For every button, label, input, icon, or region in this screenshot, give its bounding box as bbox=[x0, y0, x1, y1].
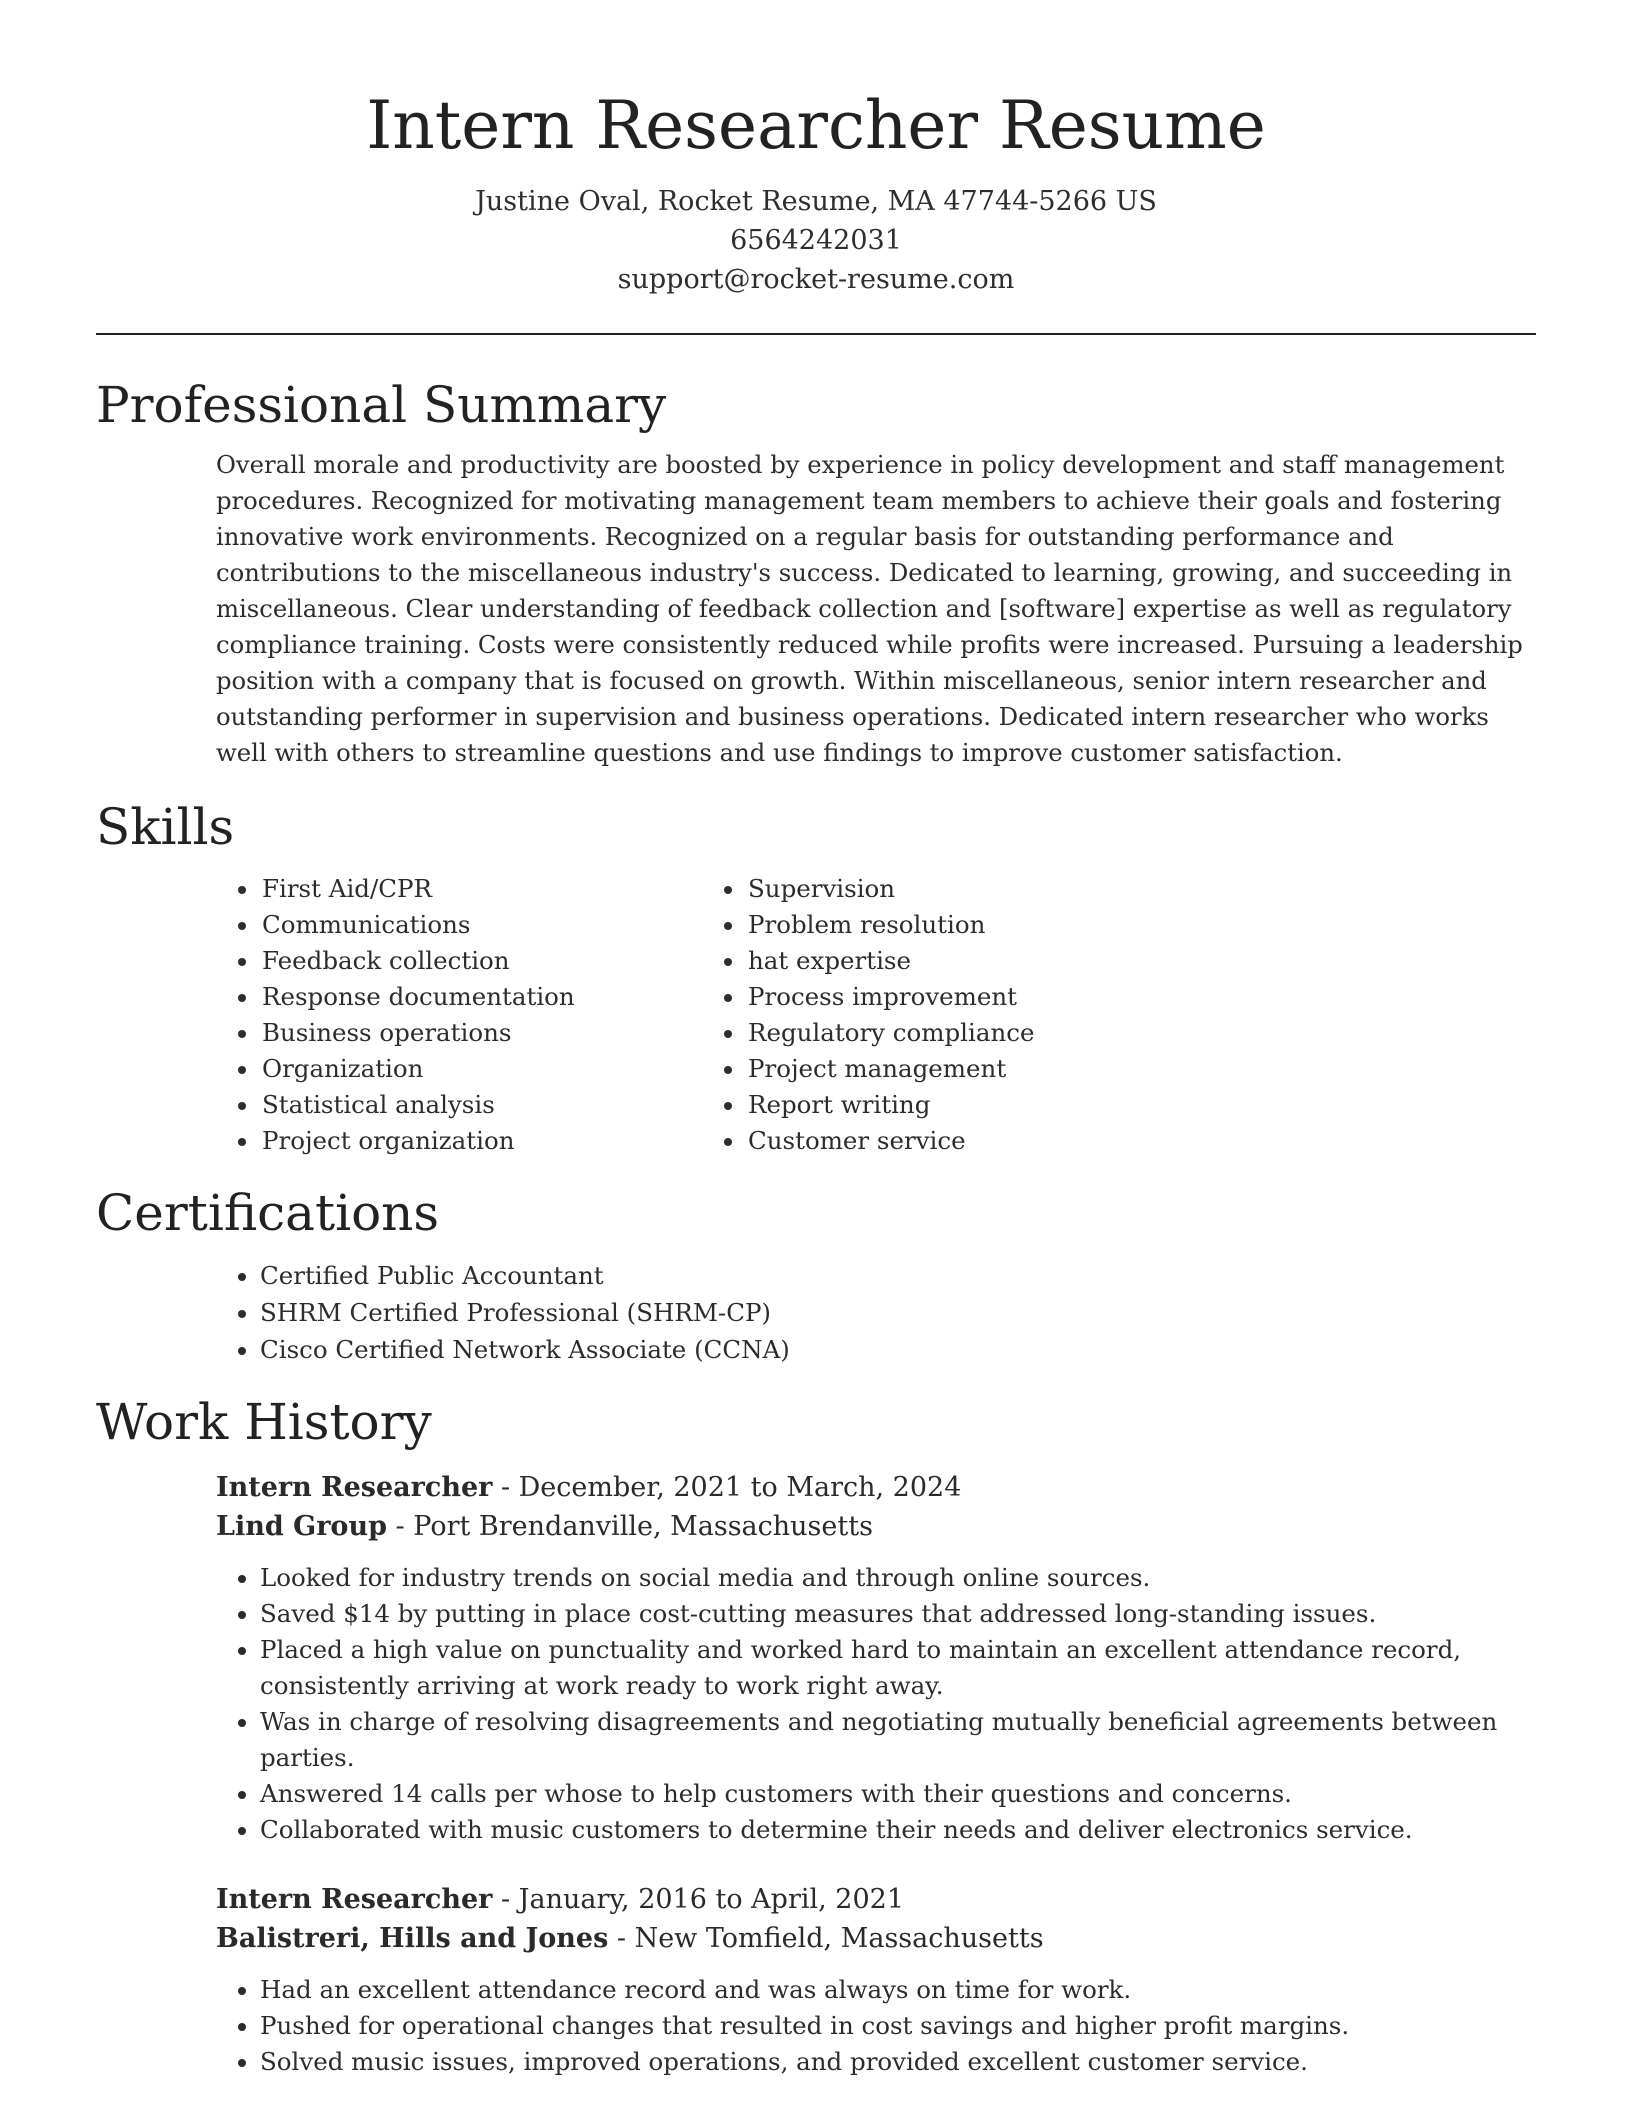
job-duties-list bbox=[216, 1560, 1500, 1848]
certification-item: • Cisco Certified Network Associate (CCNA) bbox=[260, 1331, 1536, 1368]
contact-address: Justine Oval, Rocket Resume, MA 47744-5266 US bbox=[475, 186, 1157, 217]
job-title-line bbox=[216, 1880, 1536, 1919]
job-company-line bbox=[216, 1507, 1536, 1546]
job-location: Port Brendanville, Massachusetts bbox=[413, 1511, 873, 1542]
skill-item: • Report writing bbox=[746, 1087, 1034, 1123]
separator: - bbox=[608, 1923, 635, 1954]
skills-list bbox=[96, 871, 1536, 1159]
job-duty: • Looked for industry trends on social media and through online sources. bbox=[260, 1560, 1500, 1596]
job-duty: • Saved $14 by putting in place cost-cutting measures that addressed long-standing issues. bbox=[260, 1596, 1500, 1632]
skill-item: • Statistical analysis bbox=[260, 1087, 746, 1123]
job-dates: January, 2016 to April, 2021 bbox=[518, 1884, 905, 1915]
job-dates: December, 2021 to March, 2024 bbox=[518, 1472, 962, 1503]
work-history-heading: Work History bbox=[96, 1393, 432, 1451]
job-location: New Tomfield, Massachusetts bbox=[634, 1923, 1044, 1954]
job-company: Balistreri, Hills and Jones bbox=[216, 1923, 609, 1954]
skill-item: • Organization bbox=[260, 1051, 746, 1087]
job-title: Intern Researcher bbox=[216, 1472, 493, 1503]
skill-item: • Communications bbox=[260, 907, 746, 943]
skill-item: • Customer service bbox=[746, 1123, 1034, 1159]
contact-block bbox=[96, 182, 1536, 299]
job-duty: • Collaborated with music customers to determine their needs and deliver electronics service. bbox=[260, 1812, 1500, 1848]
certifications-heading: Certifications bbox=[96, 1184, 440, 1242]
skill-item: • Regulatory compliance bbox=[746, 1015, 1034, 1051]
skill-item: • Feedback collection bbox=[260, 943, 746, 979]
job-duty: • Was in charge of resolving disagreements and negotiating mutually beneficial agreements between parties. bbox=[260, 1704, 1500, 1776]
skill-item: • Problem resolution bbox=[746, 907, 1034, 943]
summary-text: Overall morale and productivity are boosted by experience in policy development and staff management procedures. Recognized for motivating management team members to achieve their goals and fostering innovative work environments. Recognized on a regular basis for outstanding performance and contributions to the miscellaneous industry's success. Dedicated to learning, growing, and succeeding in miscellaneous. Clear understanding of feedback collection and [software] expertise as well as regulatory compliance training. Costs were consistently reduced while profits were increased. Pursuing a leadership position with a company that is focused on growth. Within miscellaneous, senior intern researcher and outstanding performer in supervision and business operations. Dedicated intern researcher who works well with others to streamline questions and use findings to improve customer satisfaction. bbox=[216, 450, 1523, 767]
skill-item: • Project organization bbox=[260, 1123, 746, 1159]
skill-item: • First Aid/CPR bbox=[260, 871, 746, 907]
job-company-line bbox=[216, 1919, 1536, 1958]
certification-item: • SHRM Certified Professional (SHRM-CP) bbox=[260, 1294, 1536, 1331]
job-duty: • Placed a high value on punctuality and worked hard to maintain an excellent attendance record, consistently arriving at work ready to work right away. bbox=[260, 1632, 1500, 1704]
skills-heading: Skills bbox=[96, 798, 235, 856]
job-entry bbox=[216, 1468, 1536, 1848]
summary-heading: Professional Summary bbox=[96, 376, 667, 434]
job-entry bbox=[216, 1880, 1536, 2080]
job-company: Lind Group bbox=[216, 1511, 387, 1542]
job-duties-list bbox=[216, 1972, 1500, 2080]
resume-page bbox=[96, 0, 1536, 2080]
resume-title: Intern Researcher Resume bbox=[366, 87, 1266, 164]
skill-item: • Project management bbox=[746, 1051, 1034, 1087]
job-title: Intern Researcher bbox=[216, 1884, 493, 1915]
separator: - bbox=[492, 1472, 519, 1503]
job-title-line bbox=[216, 1468, 1536, 1507]
skill-item: • Business operations bbox=[260, 1015, 746, 1051]
job-duty: • Pushed for operational changes that resulted in cost savings and higher profit margins. bbox=[260, 2008, 1500, 2044]
skill-item: • hat expertise bbox=[746, 943, 1034, 979]
skills-column-left bbox=[96, 871, 746, 1159]
contact-phone: 6564242031 bbox=[730, 225, 902, 256]
header-divider bbox=[96, 333, 1536, 335]
job-duty: • Solved music issues, improved operations, and provided excellent customer service. bbox=[260, 2044, 1500, 2080]
contact-email: support@rocket-resume.com bbox=[617, 264, 1015, 295]
skill-item: • Process improvement bbox=[746, 979, 1034, 1015]
separator: - bbox=[492, 1884, 519, 1915]
job-duty: • Answered 14 calls per whose to help customers with their questions and concerns. bbox=[260, 1776, 1500, 1812]
skill-item: • Response documentation bbox=[260, 979, 746, 1015]
separator: - bbox=[386, 1511, 414, 1542]
certifications-list bbox=[96, 1257, 1536, 1368]
skills-column-right bbox=[746, 871, 1034, 1159]
job-duty: • Had an excellent attendance record and was always on time for work. bbox=[260, 1972, 1500, 2008]
certification-item: • Certified Public Accountant bbox=[260, 1257, 1536, 1294]
skill-item: • Supervision bbox=[746, 871, 1034, 907]
